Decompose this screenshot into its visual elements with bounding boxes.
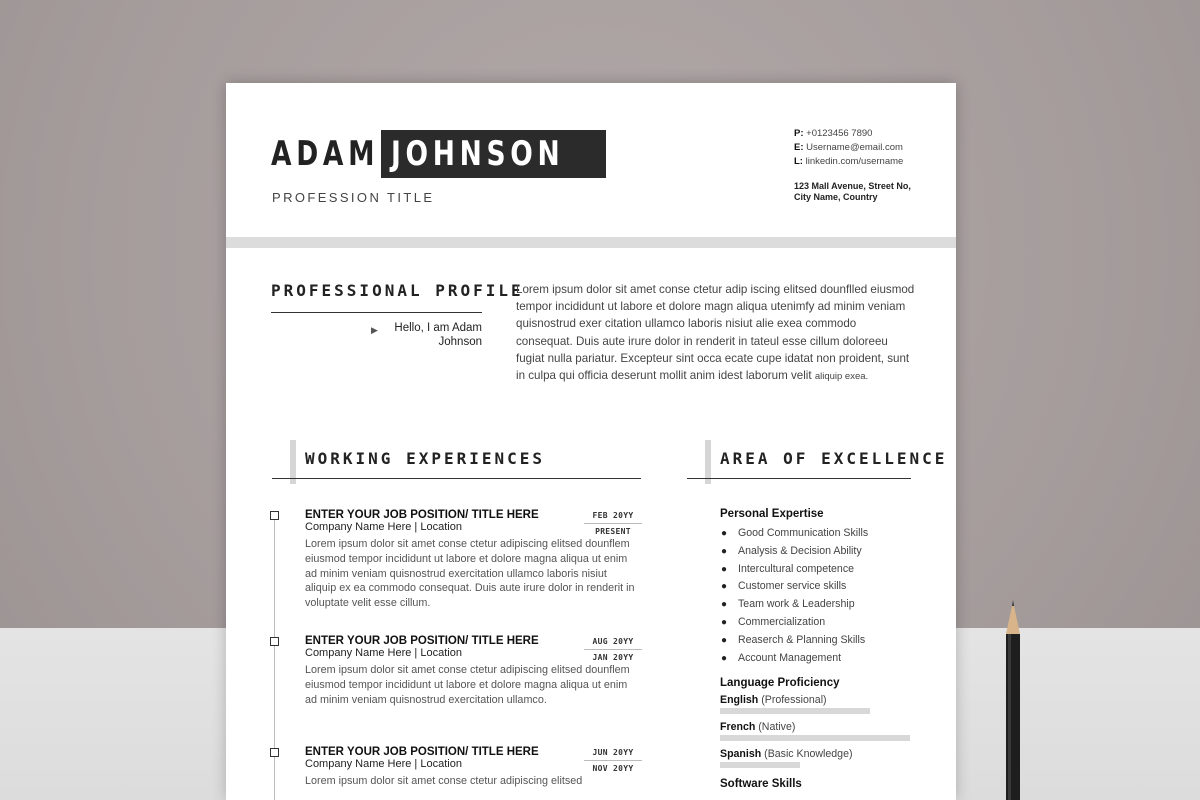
bullet-icon: ● [721, 528, 728, 539]
triangle-icon: ▶ [371, 325, 378, 335]
excellence-heading-rule [687, 478, 911, 479]
job-date-from: JUN 20YY [584, 748, 642, 761]
excellence-heading: AREA OF EXCELLENCE [720, 449, 948, 468]
profession-title: PROFESSION TITLE [272, 190, 435, 205]
job-date-to: PRESENT [595, 527, 631, 536]
language-level-bar [720, 708, 870, 714]
language-level-bar [720, 735, 910, 741]
excellence-section [720, 508, 920, 795]
job-dates [584, 637, 642, 662]
language-heading: Language Proficiency [720, 677, 840, 690]
last-name: JOHNSON [391, 134, 565, 174]
job-date-to: NOV 20YY [592, 764, 634, 773]
timeline-node [270, 511, 279, 520]
job-dates [584, 748, 642, 773]
skills-list [720, 525, 920, 667]
experience-heading: WORKING EXPERIENCES [305, 449, 546, 468]
job-title: ENTER YOUR JOB POSITION/ TITLE HERE [305, 635, 539, 647]
contact-linkedin: L: linkedin.com/username [794, 156, 904, 167]
contact-address: 123 Mall Avenue, Street No, City Name, Country [794, 181, 911, 202]
job-company: Company Name Here | Location [305, 758, 462, 770]
job-title: ENTER YOUR JOB POSITION/ TITLE HERE [305, 746, 539, 758]
bullet-icon: ● [721, 545, 728, 557]
pencil-icon [1003, 600, 1023, 800]
list-item: ● Intercultural competence [720, 561, 920, 579]
contact-info [794, 127, 944, 203]
language-level-bar [720, 762, 800, 768]
hello-text: ▶ Hello, I am Adam Johnson [371, 322, 482, 348]
list-item: ● Commercialization [720, 614, 920, 632]
timeline-node [270, 748, 279, 757]
job-description: Lorem ipsum dolor sit amet conse ctetur adipiscing elitsed dounflem eiusmod tempor incididunt ut labore et dolore magna aliqua ut enim ad minim veniam quisnostrud exercitation ullamco laboris nisiut aliquip ex ea commodo consequat. Duis aute irure dolor in renderit in voluptate velit esse cillum. [305, 538, 635, 610]
job-description: Lorem ipsum dolor sit amet conse ctetur adipiscing elitsed [305, 775, 583, 787]
language-entry: English (Professional) [720, 694, 920, 714]
bullet-icon: ● [721, 599, 728, 611]
contact-phone: P: +0123456 7890 [794, 128, 873, 139]
full-name [271, 129, 606, 179]
job-date-from: AUG 20YY [584, 637, 642, 650]
job-description: Lorem ipsum dolor sit amet conse ctetur adipiscing elitsed dounflem eiusmod tempor incididunt ut labore et dolore magna aliqua ut enim ad minim veniam quisnostrud exercitation ullamco. [305, 664, 630, 706]
list-item: ● Account Management [720, 650, 920, 668]
profile-heading: PROFESSIONAL PROFILE [271, 281, 524, 300]
header-divider [226, 237, 956, 248]
list-item: ● Team work & Leadership [720, 596, 920, 614]
timeline-line [274, 515, 275, 800]
contact-email: E: Username@email.com [794, 142, 903, 153]
job-company: Company Name Here | Location [305, 521, 462, 533]
first-name: ADAM [271, 134, 380, 174]
job-dates [584, 511, 642, 536]
bullet-icon: ● [721, 563, 728, 575]
job-title: ENTER YOUR JOB POSITION/ TITLE HERE [305, 509, 539, 521]
resume-page [226, 83, 956, 800]
list-item: ● Analysis & Decision Ability [720, 543, 920, 561]
bullet-icon: ● [721, 634, 728, 646]
job-date-to: JAN 20YY [592, 653, 634, 662]
profile-rule [271, 312, 482, 313]
list-item: ● Customer service skills [720, 578, 920, 596]
job-company: Company Name Here | Location [305, 647, 462, 659]
software-heading: Software Skills [720, 778, 802, 791]
experience-heading-rule [272, 478, 641, 479]
list-item: ● Reaserch & Planning Skills [720, 632, 920, 650]
language-entry: Spanish (Basic Knowledge) [720, 748, 920, 768]
expertise-heading: Personal Expertise [720, 508, 824, 520]
bullet-icon: ● [721, 652, 728, 664]
bullet-icon: ● [721, 616, 728, 628]
last-name-box [381, 130, 606, 178]
language-entry: French (Native) [720, 721, 920, 741]
bullet-icon: ● [721, 581, 728, 593]
timeline-node [270, 637, 279, 646]
profile-summary: Lorem ipsum dolor sit amet conse ctetur adip iscing elitsed dounflled eiusmod tempor incididunt ut labore et dolore magn aliqua utenimfy ad minim veniam quisnostrud exer citation ullamco laboris nisiut alie exea commodo consequat. Duis aute irure dolor in renderit in tateul esse cillum doloreeu fugiat nulla pariatur. Excepteur sint occa ecate cupe idatat non proident, sunt in culpa qui officia deserunt mollit anim idest laborum velit aliquip exea. [516, 283, 915, 383]
job-date-from: FEB 20YY [584, 511, 642, 524]
list-item: ● Good Communication Skills [720, 525, 920, 543]
